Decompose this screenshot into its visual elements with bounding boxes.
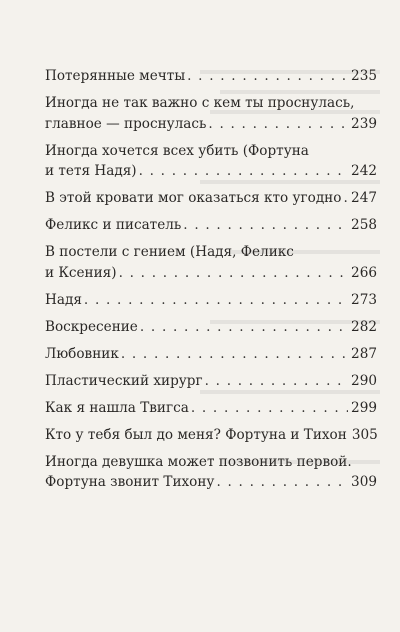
toc-entry-line	[45, 215, 377, 236]
toc-entry-title: Воскресение	[45, 318, 138, 335]
toc-entry[interactable]	[45, 290, 377, 311]
toc-entry-title: Надя	[45, 291, 82, 308]
toc-entry-line	[45, 188, 377, 209]
toc-entry-page-number: 235	[351, 68, 377, 84]
toc-entry-line	[45, 371, 377, 392]
toc-entry-line	[45, 66, 377, 87]
toc-entry-title-line: Иногда девушка может позвонить первой.	[45, 453, 352, 470]
toc-entry-line	[45, 425, 377, 446]
toc-entry-page-number: 247	[351, 190, 377, 206]
toc-entry-title: главное — проснулась	[45, 115, 207, 132]
toc-entry-page-number: 290	[351, 372, 377, 389]
toc-entry[interactable]	[45, 141, 377, 182]
toc-entry-line	[45, 344, 377, 365]
dot-leader	[187, 66, 348, 87]
toc-entry[interactable]	[45, 93, 377, 134]
toc-entry[interactable]	[45, 452, 377, 493]
toc-entry-title: Феликс и писатель	[45, 217, 182, 233]
dot-leader	[216, 472, 348, 493]
toc-entry[interactable]	[45, 425, 377, 446]
toc-entry[interactable]	[45, 215, 377, 236]
toc-entry-title: и Ксения)	[45, 264, 117, 281]
toc-entry-line	[45, 472, 377, 493]
toc-entry-page-number: 242	[351, 163, 377, 179]
toc-entry[interactable]	[45, 398, 377, 419]
toc-entry-line	[45, 263, 377, 284]
toc-entry-page-number: 266	[351, 264, 377, 281]
toc-entry[interactable]	[45, 188, 377, 209]
dot-leader	[140, 317, 348, 338]
table-of-contents	[45, 66, 377, 499]
toc-entry-title: Фортуна звонит Тихону	[45, 474, 215, 490]
dot-leader	[119, 263, 348, 284]
toc-entry-page-number: 299	[351, 399, 377, 416]
toc-entry-title: и тетя Надя)	[45, 163, 137, 179]
toc-entry-title-line: Иногда не так важно с кем ты проснулась,	[45, 95, 355, 111]
toc-entry[interactable]	[45, 317, 377, 338]
toc-entry-page-number: 282	[351, 318, 377, 335]
toc-entry-page-number: 239	[351, 115, 377, 132]
toc-entry-line	[45, 114, 377, 135]
dot-leader	[121, 344, 348, 365]
toc-entry[interactable]	[45, 344, 377, 365]
toc-entry-line	[45, 161, 377, 182]
toc-entry[interactable]	[45, 242, 377, 283]
toc-entry-line	[45, 398, 377, 419]
toc-entry-line	[45, 317, 377, 338]
dot-leader	[84, 290, 348, 311]
dot-leader	[205, 371, 348, 392]
toc-entry-page-number: 273	[351, 291, 377, 308]
toc-entry-title: Как я нашла Твигса	[45, 399, 189, 416]
dot-leader	[183, 215, 348, 236]
toc-entry-title-line: В постели с гением (Надя, Феликс	[45, 244, 294, 260]
dot-leader	[343, 188, 348, 209]
toc-entry[interactable]	[45, 371, 377, 392]
toc-entry-title: Пластический хирург	[45, 372, 203, 389]
toc-entry-page-number: 287	[351, 345, 377, 362]
toc-entry-title: В этой кровати мог оказаться кто угодно	[45, 190, 342, 206]
toc-entry-title: Любовник	[45, 345, 119, 362]
toc-entry-title: Потерянные мечты	[45, 68, 186, 84]
dot-leader	[139, 161, 348, 182]
toc-entry[interactable]	[45, 66, 377, 87]
toc-entry-line	[45, 290, 377, 311]
toc-entry-page-number: 309	[351, 474, 377, 490]
dot-leader	[208, 114, 348, 135]
toc-entry-page-number: 258	[351, 217, 377, 233]
toc-entry-page-number: 305	[351, 426, 378, 443]
toc-entry-title: Кто у тебя был до меня? Фортуна и Тихон	[45, 426, 347, 443]
dot-leader	[191, 398, 348, 419]
toc-entry-title-line: Иногда хочется всех убить (Фортуна	[45, 142, 309, 159]
